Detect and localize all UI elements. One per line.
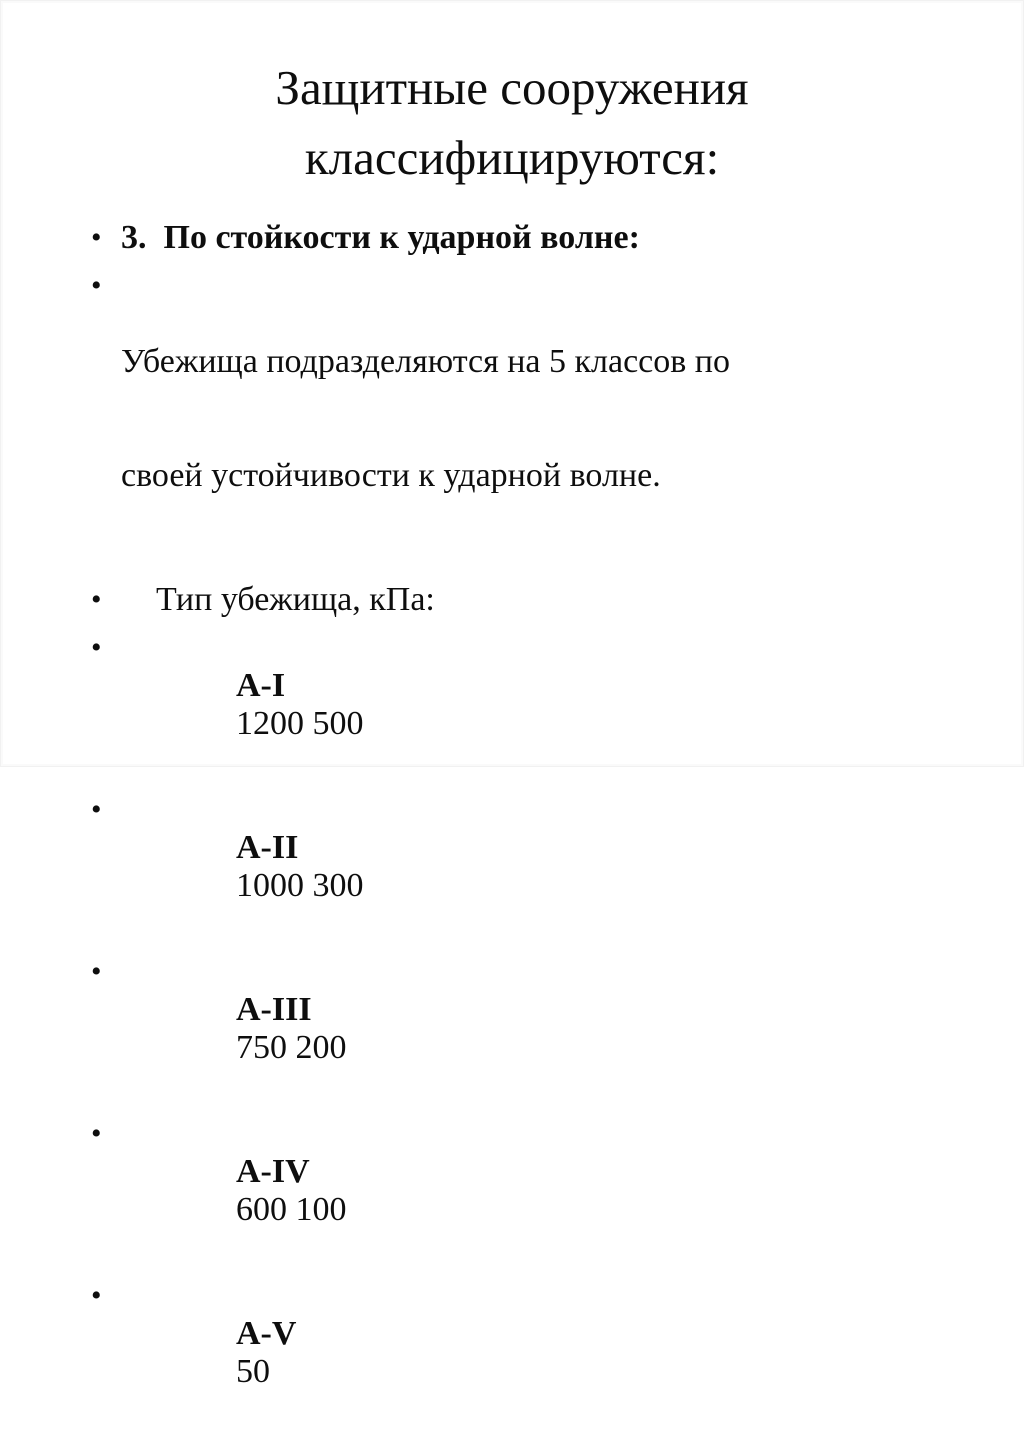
bullet-marker-icon: • (91, 955, 102, 988)
bullet-marker-icon: • (91, 1117, 102, 1150)
bullet-marker-icon: • (91, 793, 102, 826)
shelter-type-values: 1000 300 (236, 867, 364, 904)
shelter-type-label: А-V (236, 1315, 297, 1352)
shelter-type-values: 600 100 (236, 1191, 347, 1228)
shelter-type-label: А-IV (236, 1153, 310, 1190)
shelter-type-row (91, 953, 1021, 1105)
shelter-type-values: 1200 500 (236, 705, 364, 742)
bullet-item-shelter-classes (91, 267, 1021, 571)
bullet-marker-icon: • (91, 583, 102, 616)
shelter-type-row (91, 791, 1021, 943)
bullet-list (91, 219, 1021, 1429)
shelter-type-label: А-III (236, 991, 312, 1028)
bullet-marker-icon: • (91, 269, 102, 302)
stability-heading-text: 3. По стойкости к ударной волне: (121, 219, 640, 256)
shelter-type-entry (121, 629, 364, 781)
shelter-classes-line-1: Убежища подразделяются на 5 классов по (121, 343, 730, 380)
title-line-2: классифицируются: (304, 130, 720, 185)
bullet-marker-icon: • (91, 221, 102, 254)
shelter-type-entry (121, 791, 364, 943)
shelter-type-entry (121, 1115, 356, 1267)
slide-title (3, 53, 1021, 193)
shelter-classes-line-2: своей устойчивости к ударной волне. (121, 457, 661, 494)
shelter-type-entry (121, 953, 356, 1105)
shelter-type-entry (121, 1277, 356, 1429)
shelter-type-row (91, 1115, 1021, 1267)
bullet-item-type-header (91, 581, 1021, 619)
shelter-type-values: 50 (236, 1353, 270, 1390)
shelter-type-label: А-I (236, 667, 286, 704)
shelter-type-row (91, 629, 1021, 781)
shelter-type-values: 750 200 (236, 1029, 347, 1066)
shelter-type-label: А-II (236, 829, 299, 866)
bullet-item-stability-heading (91, 219, 1021, 257)
title-line-1: Защитные сооружения (275, 60, 749, 115)
bullet-marker-icon: • (91, 1279, 102, 1312)
bullet-marker-icon: • (91, 631, 102, 664)
type-header-text: Тип убежища, кПа: (156, 581, 435, 618)
shelter-type-row (91, 1277, 1021, 1429)
shelter-classes-text (121, 267, 730, 571)
